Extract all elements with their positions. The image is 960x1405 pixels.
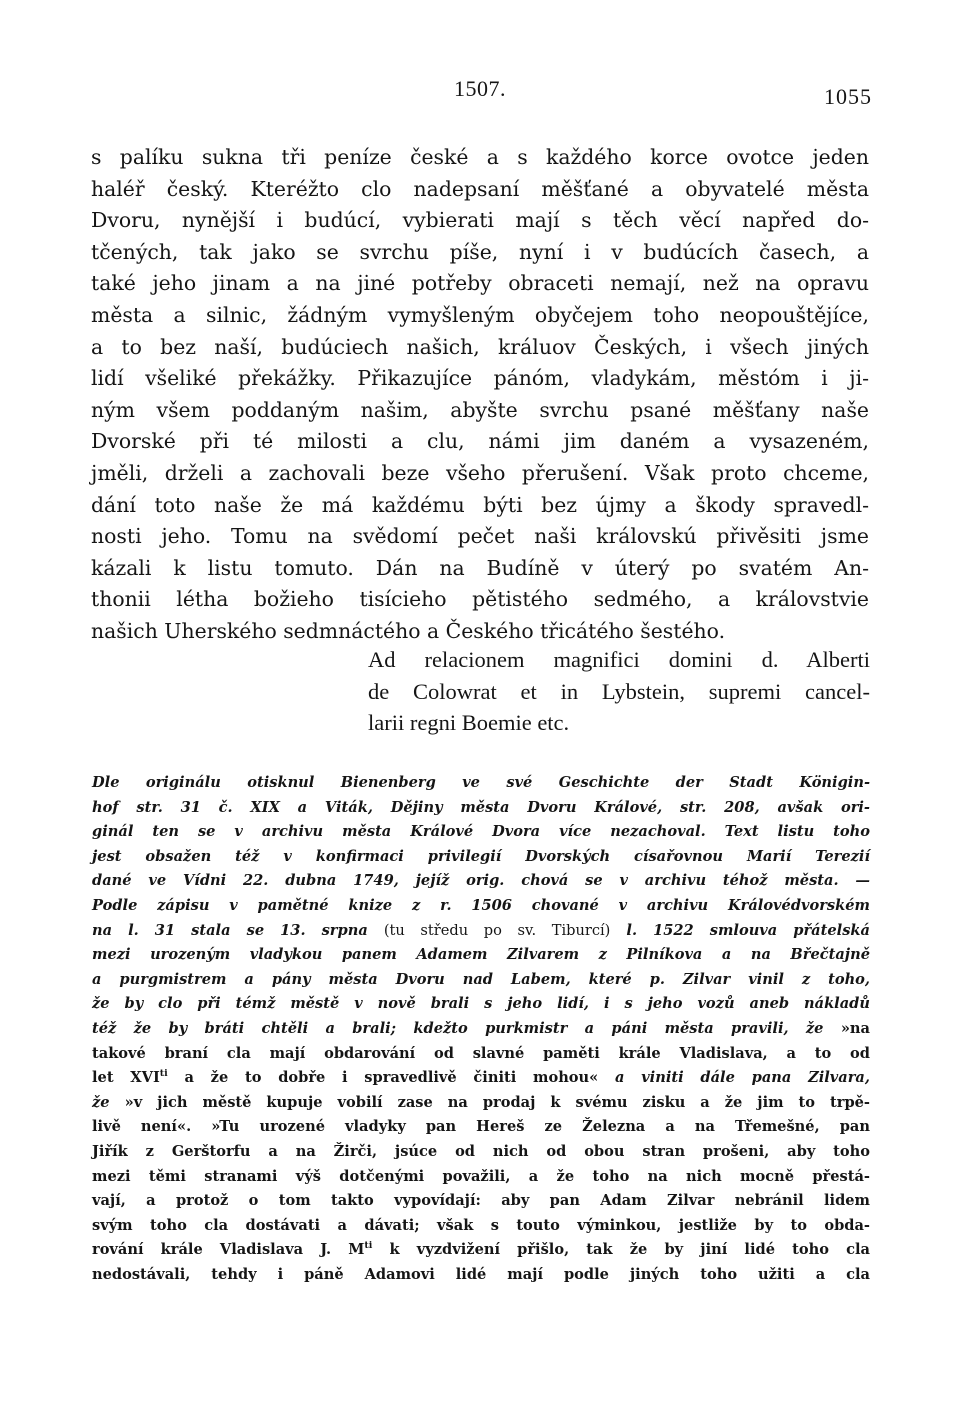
- note-line: jest obsažen též v konfirmaci privilegií Dvorských císařovnou Marií Terezií: [92, 847, 870, 865]
- chancery-note-line: de Colowrat et in Lybstein, supremi cancel-: [368, 678, 870, 704]
- note-span: (tu středu po sv. Tiburcí): [383, 921, 611, 939]
- note-span: že: [92, 1093, 110, 1111]
- note-line: ginál ten se v archivu města Králové Dvora více nezachoval. Text listu toho: [92, 823, 870, 841]
- text-line: Dvorské při té milosti a clu, námi jim daném a vysazeném,: [91, 429, 869, 454]
- editorial-notes: [92, 771, 870, 1287]
- note-line: vají, a protož o tom takto vypovídají: aby pan Adam Zilvar nebránil lidem: [92, 1192, 870, 1210]
- text-line: Dvoru, nynější i budúcí, vybierati mají s těch věcí napřed do-: [91, 208, 869, 233]
- note-line: Podle zápisu v pamětné knize z r. 1506 chované v archivu Královédvorském: [92, 896, 870, 914]
- text-line: dání toto naše že má každému býti bez újmy a škody spravedl-: [91, 492, 869, 517]
- note-superscript: ti: [159, 1068, 168, 1080]
- text-line: a to bez naší, budúciech našich, králuov Českých, i všech jiných: [91, 334, 869, 359]
- note-line: livě není«. »Tu urozené vladyky pan Hereš ze Železna a na Třemešné, pan: [92, 1118, 870, 1136]
- note-line: že by clo při témž městě v nově brali s jeho lidí, i s jeho vozů aneb nákladů: [92, 995, 870, 1013]
- note-line: svým toho cla dostávati a dávati; však s touto výminkou, jestliže by to obda-: [92, 1216, 870, 1234]
- note-span: l. 1522 smlouva přátelská: [626, 921, 870, 939]
- charter-text: [91, 142, 869, 648]
- text-line: nosti jeho. Tomu na svědomí pečet naši královskú přivěsiti jsme: [91, 524, 869, 549]
- text-line: kázali k listu tomuto. Dán na Budíně v úterý po svatém An-: [91, 555, 869, 580]
- note-line: [92, 1091, 870, 1116]
- note-line: [92, 1238, 870, 1263]
- note-span: na l. 31 stala se 13. srpna: [92, 921, 368, 939]
- chancery-note: [368, 644, 870, 739]
- note-span: a že to dobře i spravedlivě činiti mohou«: [184, 1069, 599, 1087]
- chancery-note-line: Ad relacionem magnifici domini d. Alberti: [368, 647, 870, 672]
- note-line: Dle originálu otisknul Bienenberg ve své Geschichte der Stadt Königin-: [92, 774, 870, 791]
- text-line: thonii létha božieho tisícieho pětistého sedmého, a královstvie: [91, 587, 869, 612]
- text-line: našich Uherského sedmnáctého a Českého třicátého šestého.: [91, 618, 726, 643]
- note-span: »v jich městě kupuje vobilí zase na prodaj k svému zisku a že jim to trpě-: [124, 1093, 870, 1111]
- note-span: »na: [840, 1019, 870, 1037]
- note-line: Jiřík z Gerštorfu a na Žirči, jsúce od nich od obou stran prošeni, aby toho: [92, 1142, 870, 1160]
- note-superscript: ti: [364, 1240, 373, 1252]
- text-line: také jeho jinam a na jiné potřeby obraceti nemají, než na opravu: [91, 271, 869, 296]
- text-line: města a silnic, žádným vymyšleným obyčejem toho neopouštějíce,: [91, 302, 869, 327]
- text-line: ným všem poddaným našim, abyšte svrchu psané měšťany naše: [91, 397, 869, 422]
- note-span: rování krále Vladislava J. M: [92, 1241, 365, 1259]
- note-line: a purgmistrem a pány města Dvoru nad Labem, které p. Zilvar vinil z toho,: [92, 970, 870, 988]
- note-span: k vyzdvižení přišlo, tak že by jiní lidé toho cla: [389, 1241, 870, 1259]
- text-line: lidí všeliké překážky. Přikazujíce pánóm, vladykám, městóm i ji-: [91, 366, 869, 391]
- text-line: haléř český. Kteréžto clo nadepsaní měšťané a obyvatelé města: [91, 176, 869, 201]
- note-span: a viniti dále pana Zilvara,: [615, 1069, 870, 1087]
- note-line: mezi těmi stranami výš dotčenými považili, a že toho na nich mocně přestá-: [92, 1167, 870, 1185]
- note-line: mezi urozeným vladykou panem Adamem Zilvarem z Pilníkova a na Břečtajně: [92, 946, 870, 964]
- note-line: [92, 1017, 870, 1042]
- chancery-note-line: larii regni Boemie etc.: [368, 710, 570, 736]
- text-line: tčených, tak jako se svrchu píše, nyní i v budúcích časech, a: [91, 239, 869, 264]
- note-line: nedostávali, tehdy i páně Adamovi lidé mají podle jiných toho užiti a cla: [92, 1265, 870, 1283]
- page-number: 1055: [824, 84, 872, 109]
- text-line: jměli, drželi a zachovali beze všeho přerušení. Však proto chceme,: [91, 460, 869, 485]
- text-line: s palíku sukna tři peníze české a s každého korce ovotce jeden: [91, 145, 869, 169]
- note-line: takové braní cla mají obdarování od slavné paměti krále Vladislava, a to od: [92, 1044, 870, 1062]
- note-line: [92, 919, 870, 944]
- note-line: dané ve Vídni 22. dubna 1749, jejíž orig. chová se v archivu téhož města. —: [92, 872, 870, 890]
- note-span: let XVI: [92, 1069, 160, 1087]
- note-span: též že by bráti chtěli a brali; kdežto purkmistr a páni města pravili, že: [92, 1019, 824, 1037]
- note-line: [92, 1066, 870, 1091]
- running-header-year: 1507.: [454, 76, 506, 101]
- note-line: hof str. 31 č. XIX a Viták, Dějiny města Dvoru Králové, str. 208, avšak ori-: [92, 798, 870, 816]
